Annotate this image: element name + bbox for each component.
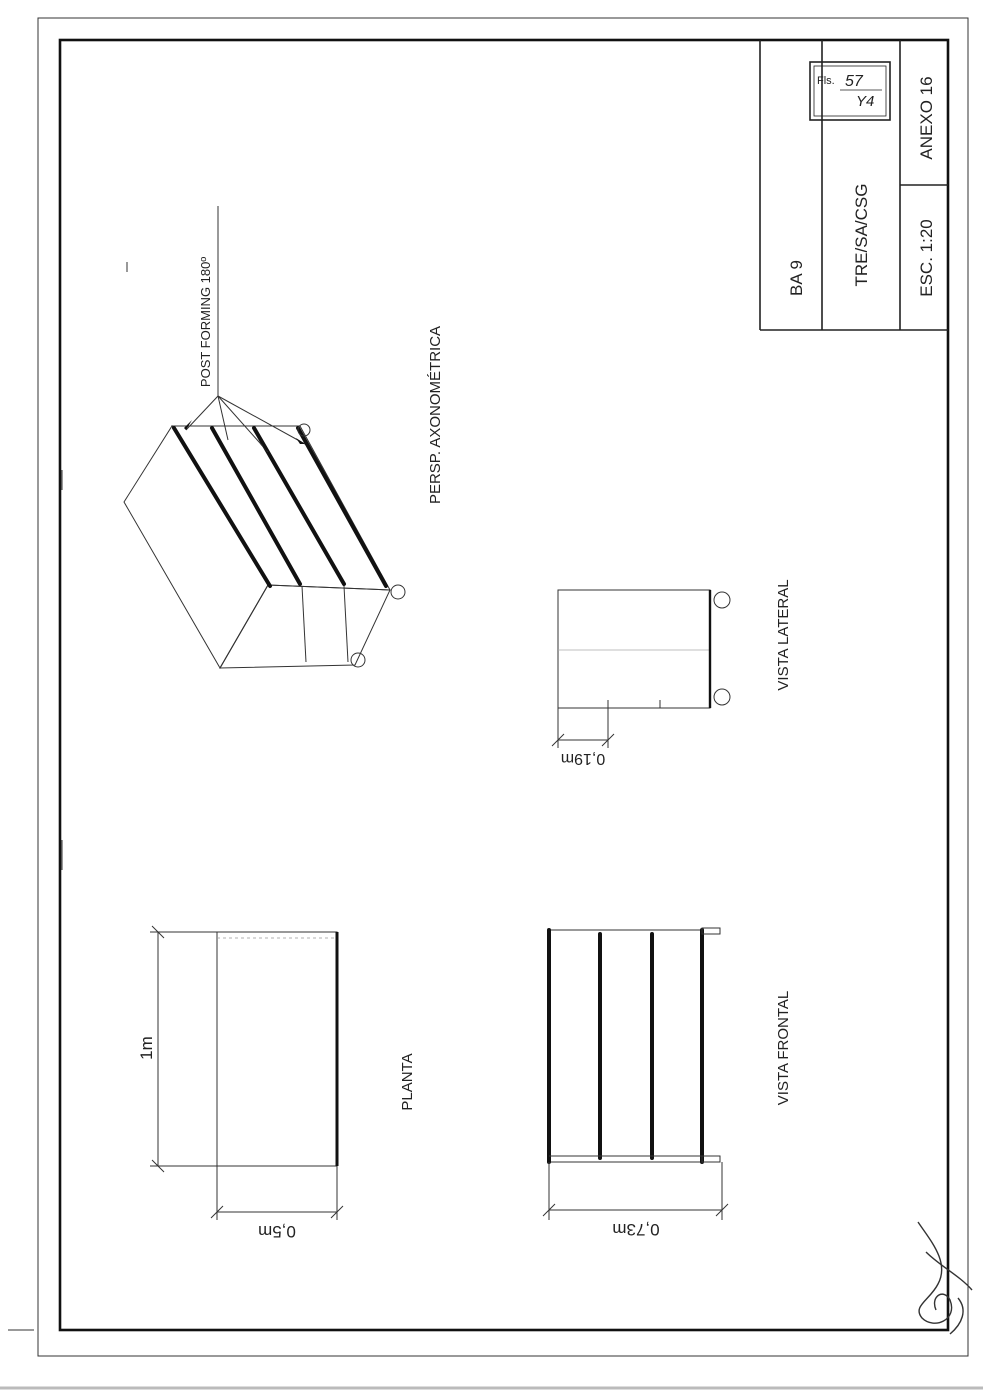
drawer-height-dimension: 0,19m	[560, 750, 606, 767]
axonometric-view	[124, 206, 405, 668]
stamp-number: 57	[845, 73, 863, 90]
height-dimension: 0,73m	[612, 1220, 660, 1239]
length-dimension: 1m	[137, 1036, 156, 1060]
annex-label: ANEXO 16	[917, 76, 936, 160]
front-view-label: VISTA FRONTAL	[775, 990, 792, 1106]
plan-view-label: PLANTA	[399, 1053, 416, 1111]
post-forming-note: POST FORMING 180º	[198, 256, 213, 388]
plan-view	[150, 926, 343, 1220]
axonometric-view-label: PERSP. AXONOMÉTRICA	[427, 325, 444, 505]
signature	[918, 1222, 972, 1334]
scale-label: ESC. 1:20	[917, 219, 936, 297]
sector-code: TRE/SA/CSG	[852, 183, 871, 287]
stamp-number-alt: Y4	[856, 93, 875, 110]
drawing-code: BA 9	[787, 260, 806, 296]
depth-dimension: 0,5m	[258, 1222, 296, 1241]
stamp-prefix: Fls.	[817, 75, 835, 87]
side-view	[552, 590, 730, 748]
inner-frame	[60, 40, 948, 1330]
outer-border	[38, 18, 968, 1356]
side-view-label: VISTA LATERAL	[775, 579, 792, 691]
front-view	[543, 928, 728, 1220]
